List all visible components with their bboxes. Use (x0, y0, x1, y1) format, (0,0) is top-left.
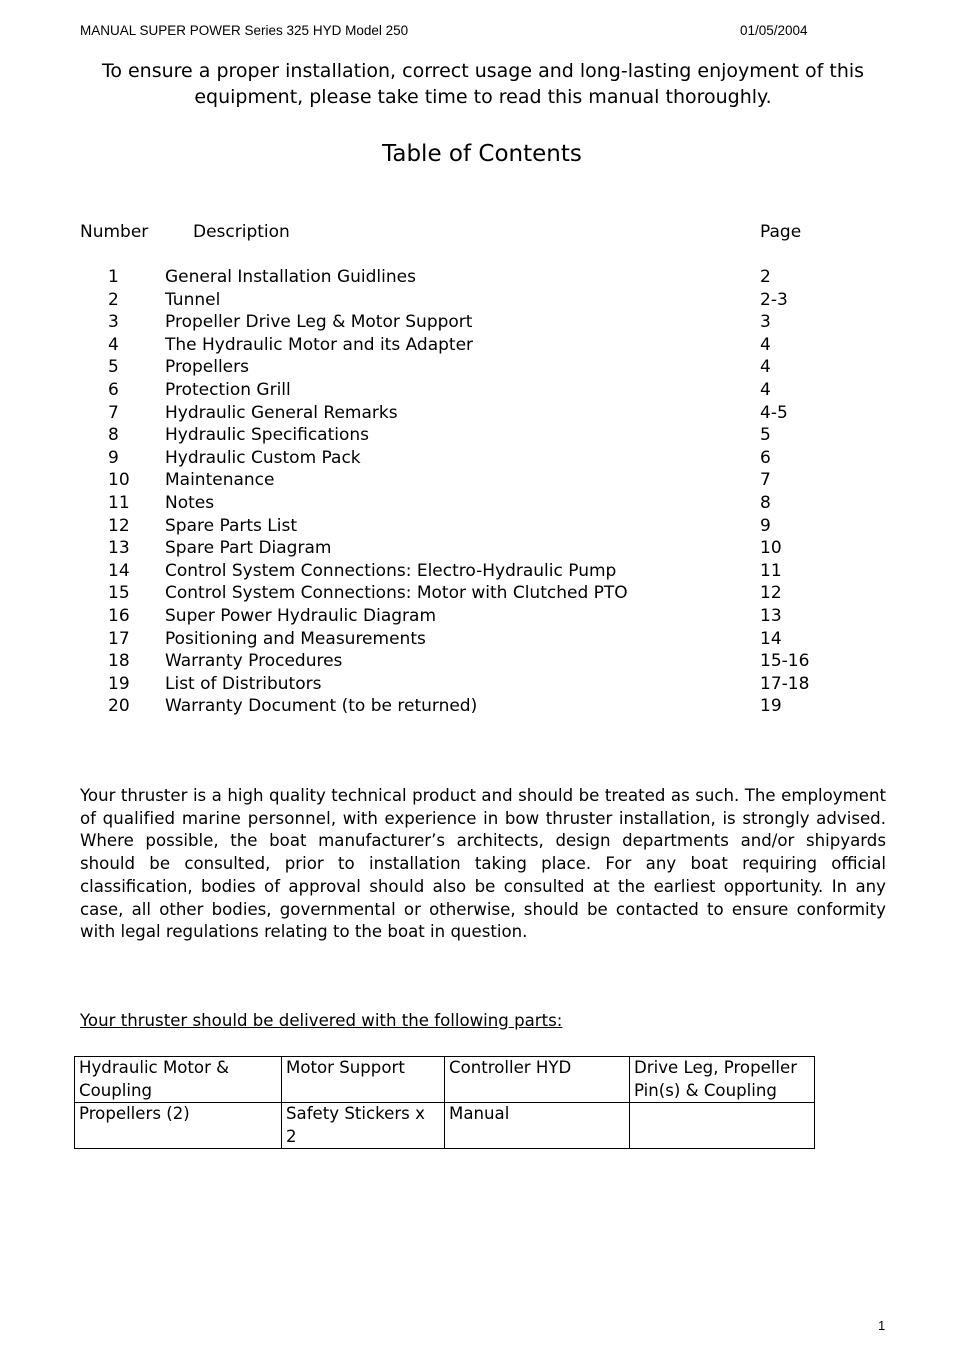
toc-entry (0, 447, 954, 470)
toc-entry (0, 650, 954, 673)
toc-entry-description: Super Power Hydraulic Diagram (165, 605, 437, 626)
toc-entry-page: 7 (760, 470, 771, 491)
toc-entry-page: 15-16 (760, 651, 810, 672)
table-cell: Propellers (2) (75, 1103, 282, 1149)
toc-entry-number: 11 (108, 492, 130, 513)
toc-entry-number: 9 (108, 447, 119, 468)
toc-entry-page: 14 (760, 628, 782, 649)
toc-entry-page: 17-18 (760, 673, 810, 694)
toc-entry-description: Protection Grill (165, 379, 291, 400)
toc-entry (0, 537, 954, 560)
toc-entry-description: Hydraulic Custom Pack (165, 447, 361, 468)
toc-entry-number: 2 (108, 289, 119, 310)
header-date: 01/05/2004 (740, 23, 808, 38)
toc-entry-number: 14 (108, 560, 130, 581)
toc-entry-page: 6 (760, 447, 771, 468)
toc-entry-description: Spare Part Diagram (165, 538, 332, 559)
toc-entry-description: General Installation Guidlines (165, 267, 416, 287)
table-cell: Motor Support (282, 1057, 445, 1103)
toc-entry (0, 402, 954, 425)
toc-entry (0, 628, 954, 651)
toc-entry (0, 334, 954, 357)
toc-entry-description: List of Distributors (165, 673, 322, 694)
table-cell: Drive Leg, Propeller Pin(s) & Coupling (630, 1057, 815, 1103)
intro-paragraph (80, 785, 886, 944)
toc-entry (0, 356, 954, 379)
toc-entry-page: 13 (760, 605, 782, 626)
table-cell: Safety Stickers x 2 (282, 1103, 445, 1149)
toc-entry-page: 2 (760, 267, 771, 287)
table-cell (630, 1103, 815, 1149)
toc-entry-description: Tunnel (165, 289, 221, 310)
toc-entry-description: Spare Parts List (165, 515, 298, 536)
toc-entry (0, 673, 954, 696)
toc-entry-page: 19 (760, 696, 782, 717)
toc-entry-page: 11 (760, 560, 782, 581)
toc-entry-page: 3 (760, 312, 771, 333)
toc-entry-page: 4 (760, 334, 771, 355)
toc-entry-number: 16 (108, 605, 130, 626)
toc-entry-description: Warranty Document (to be returned) (165, 696, 478, 717)
page-number: 1 (878, 1318, 886, 1333)
intro-notice: To ensure a proper installation, correct usage and long-lasting enjoyment of this equipment, please take time to read this manual thoroughly. (101, 60, 865, 108)
toc-entry-page: 5 (760, 425, 771, 446)
toc-entry (0, 379, 954, 402)
toc-entry (0, 492, 954, 515)
paragraph-text-1: Your thruster is a high quality technical product and should be treated as such. The employment of (80, 786, 886, 828)
toc-entry (0, 311, 954, 334)
toc-entry-description: Propellers (165, 357, 249, 378)
toc-entry-description: Propeller Drive Leg & Motor Support (165, 312, 473, 333)
toc-entry-page: 9 (760, 515, 771, 536)
toc-entry-number: 20 (108, 696, 130, 717)
toc-entry-number: 15 (108, 583, 130, 604)
parts-table (74, 1056, 815, 1149)
toc-entry-description: Maintenance (165, 470, 275, 491)
parts-heading: Your thruster should be delivered with the following parts: (80, 1011, 563, 1030)
toc-entry-number: 10 (108, 470, 130, 491)
toc-entry-description: Control System Connections: Motor with Clutched PTO (165, 583, 628, 604)
toc-entry-page: 2-3 (760, 289, 788, 310)
toc-entry (0, 469, 954, 492)
toc-entry-description: The Hydraulic Motor and its Adapter (165, 334, 474, 355)
toc-entry-description: Positioning and Measurements (165, 628, 426, 649)
toc-column-page: Page (760, 222, 802, 242)
toc-entry-number: 19 (108, 673, 130, 694)
toc-entry-number: 4 (108, 334, 119, 355)
toc-entry-number: 13 (108, 538, 130, 559)
toc-column-number: Number (80, 222, 149, 242)
toc-column-description: Description (193, 222, 290, 242)
toc-entry (0, 560, 954, 583)
toc-title: Table of Contents (382, 141, 582, 167)
table-cell: Controller HYD (445, 1057, 630, 1103)
toc-entry-description: Hydraulic Specifications (165, 425, 370, 446)
toc-entry-page: 4 (760, 379, 771, 400)
toc-entry (0, 582, 954, 605)
toc-entry (0, 424, 954, 447)
toc-entry-number: 7 (108, 402, 119, 423)
toc-entry (0, 266, 954, 289)
manual-title-header: MANUAL SUPER POWER Series 325 HYD Model 250 (80, 23, 409, 38)
toc-entry (0, 695, 954, 718)
toc-entry-page: 12 (760, 583, 782, 604)
toc-entry-number: 18 (108, 651, 130, 672)
qualified-personnel-emphasis: qualified marine personnel (102, 808, 331, 828)
toc-entry-number: 3 (108, 312, 119, 333)
toc-entry-number: 1 (108, 267, 119, 287)
table-row (75, 1057, 815, 1103)
toc-entry-number: 17 (108, 628, 130, 649)
toc-entry-number: 5 (108, 357, 119, 378)
toc-entry (0, 289, 954, 312)
toc-entry-description: Hydraulic General Remarks (165, 402, 398, 423)
table-row (75, 1103, 815, 1149)
toc-entry (0, 605, 954, 628)
toc-entry-description: Control System Connections: Electro-Hydraulic Pump (165, 560, 617, 581)
table-cell: Manual (445, 1103, 630, 1149)
toc-entry-number: 12 (108, 515, 130, 536)
toc-entry-number: 8 (108, 425, 119, 446)
toc-entry-page: 10 (760, 538, 782, 559)
toc-entry-description: Warranty Procedures (165, 651, 343, 672)
toc-entry (0, 515, 954, 538)
toc-entry-page: 8 (760, 492, 771, 513)
table-cell: Hydraulic Motor & Coupling (75, 1057, 282, 1103)
toc-entry-page: 4 (760, 357, 771, 378)
toc-list (0, 266, 954, 718)
toc-entry-page: 4-5 (760, 402, 788, 423)
toc-entry-description: Notes (165, 492, 215, 513)
toc-entry-number: 6 (108, 379, 119, 400)
paragraph-text-2: , with experience in bow thruster installation, is strongly advised. Where possible, the boat manufacturer’s architects, design departments and/or shipyards should be consulted, prior to installation taking place. For any boat requiring official classification, bodies of approval should also be consulted at the earliest opportunity. In any case, all other bodies, governmental or otherwise, should be contacted to ensure conformity with legal regulations relating to the boat in question. (80, 808, 886, 942)
